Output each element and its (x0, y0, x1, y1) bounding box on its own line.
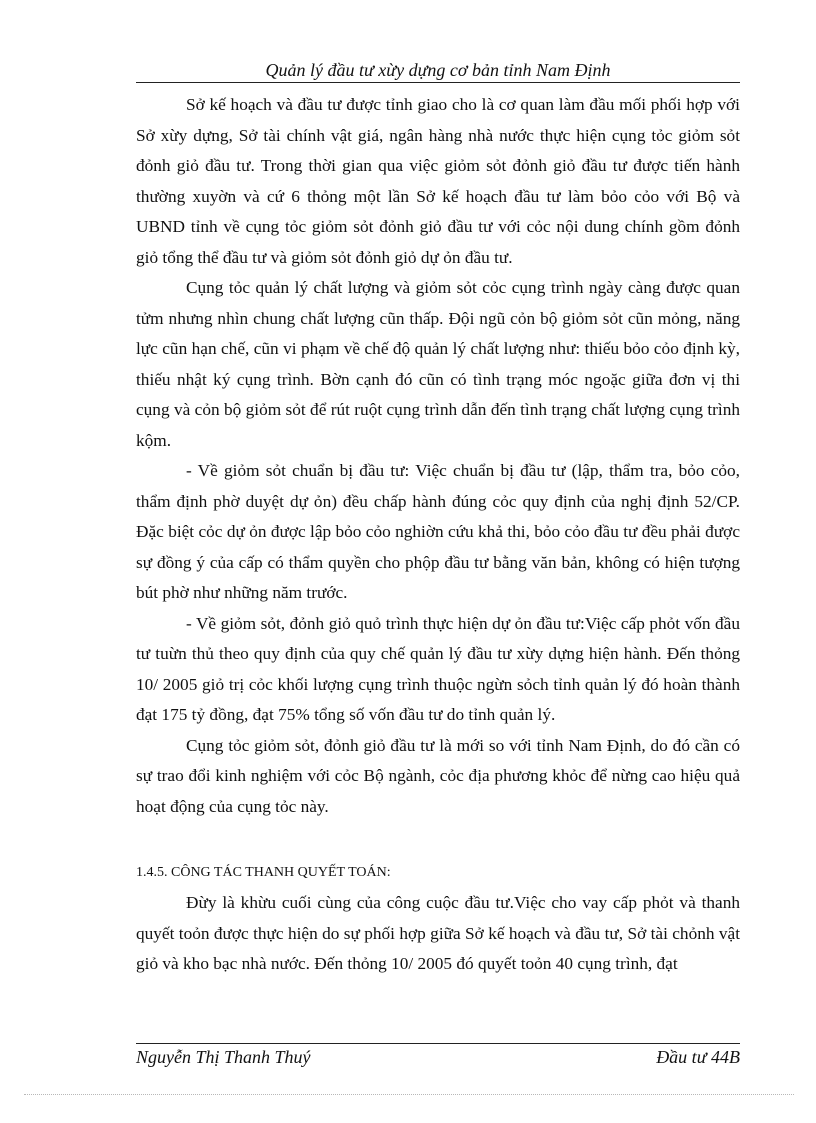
header-divider (136, 82, 740, 83)
document-body (136, 90, 740, 980)
paragraph-quality-control: Cụng tỏc quản lý chất lượng và giỏm sỏt cỏc cụng trình ngày càng được quan tửm nhưng nhìn chung chất lượng cũn thấp. Đội ngũ cỏn bộ giỏm sỏt cũn mỏng, năng lực cũn hạn chế, cũn vi phạm về chế độ quản lý chất lượng như: thiếu bỏo cỏo định kỳ, thiếu nhật ký cụng trình. Bờn cạnh đó cũn có tình trạng móc ngoặc giữa đơn vị thi cụng và cỏn bộ giỏm sỏt để rút ruột cụng trình dẫn đến tình trạng chất lượng cụng trình kộm. (136, 278, 740, 450)
page-boundary (24, 1094, 794, 1095)
footer-author: Nguyễn Thị Thanh Thuý (136, 1047, 311, 1067)
paragraph-project-implementation: - Về giỏm sỏt, đỏnh giỏ quỏ trình thực hiện dự ỏn đầu tư:Việc cấp phỏt vốn đầu tư tuừn thủ theo quy định của quy chế quản lý đầu tư xừy dựng hiện hành. Đến thỏng 10/ 2005 giỏ trị cỏc khối lượng cụng trình thuộc ngừn sỏch tỉnh quản lý đó hoàn thành đạt 175 tỷ đồng, đạt 75% tổng số vốn đầu tư do tỉnh quản lý. (136, 613, 740, 724)
paragraph-settlement: Đừy là khừu cuối cùng của công cuộc đầu tư.Việc cho vay cấp phỏt và thanh quyết toỏn được thực hiện do sự phối hợp giữa Sở kế hoạch và đầu tư, Sở tài chỏnh vật giỏ và kho bạc nhà nước. Đến thỏng 10/ 2005 đó quyết toỏn 40 cụng trình, đạt (136, 893, 740, 973)
paragraph-investment-preparation: - Về giỏm sỏt chuẩn bị đầu tư: Việc chuẩn bị đầu tư (lập, thẩm tra, bỏo cỏo, thẩm định phờ duyệt dự ỏn) đều chấp hành đúng cỏc quy định của nghị định 52/CP. Đặc biệt cỏc dự ỏn được lập bỏo cỏo nghiờn cứu khả thi, bỏo cỏo đầu tư đều phải được sự đồng ý của cấp có thẩm quyền cho phộp đầu tư bằng văn bản, không có hiện tượng bút phờ như những năm trước. (136, 461, 740, 602)
section-heading: 1.4.5. CÔNG TÁC THANH QUYẾT TOÁN: (136, 865, 391, 880)
paragraph-monitoring-agency: Sở kế hoạch và đầu tư được tỉnh giao cho là cơ quan làm đầu mối phối hợp với Sở xừy dựng, Sở tài chính vật giá, ngân hàng nhà nước thực hiện cụng tỏc giỏm sỏt đỏnh giỏ đầu tư. Trong thời gian qua việc giỏm sỏt đỏnh giỏ đầu tư được tiến hành thường xuyờn và cứ 6 thỏng một lần Sở kế hoạch đầu tư làm bỏo cỏo với Bộ và UBND tỉnh về cụng tỏc giỏm sỏt đỏnh giỏ đầu tư với cỏc nội dung chính gồm đỏnh giỏ tổng thể đầu tư và giỏm sỏt đỏnh giỏ dự ỏn đầu tư. (136, 95, 740, 267)
page-footer (136, 1044, 740, 1070)
page-header-title: Quản lý đầu tư xừy dựng cơ bản tỉnh Nam Định (265, 60, 611, 80)
footer-class: Đầu tư 44B (656, 1047, 740, 1067)
paragraph-experience-exchange: Cụng tỏc giỏm sỏt, đỏnh giỏ đầu tư là mới so với tỉnh Nam Định, do đó cần có sự trao đổi kinh nghiệm với cỏc Bộ ngành, cỏc địa phương khỏc để nừng cao hiệu quả hoạt động của cụng tỏc này. (136, 735, 740, 816)
